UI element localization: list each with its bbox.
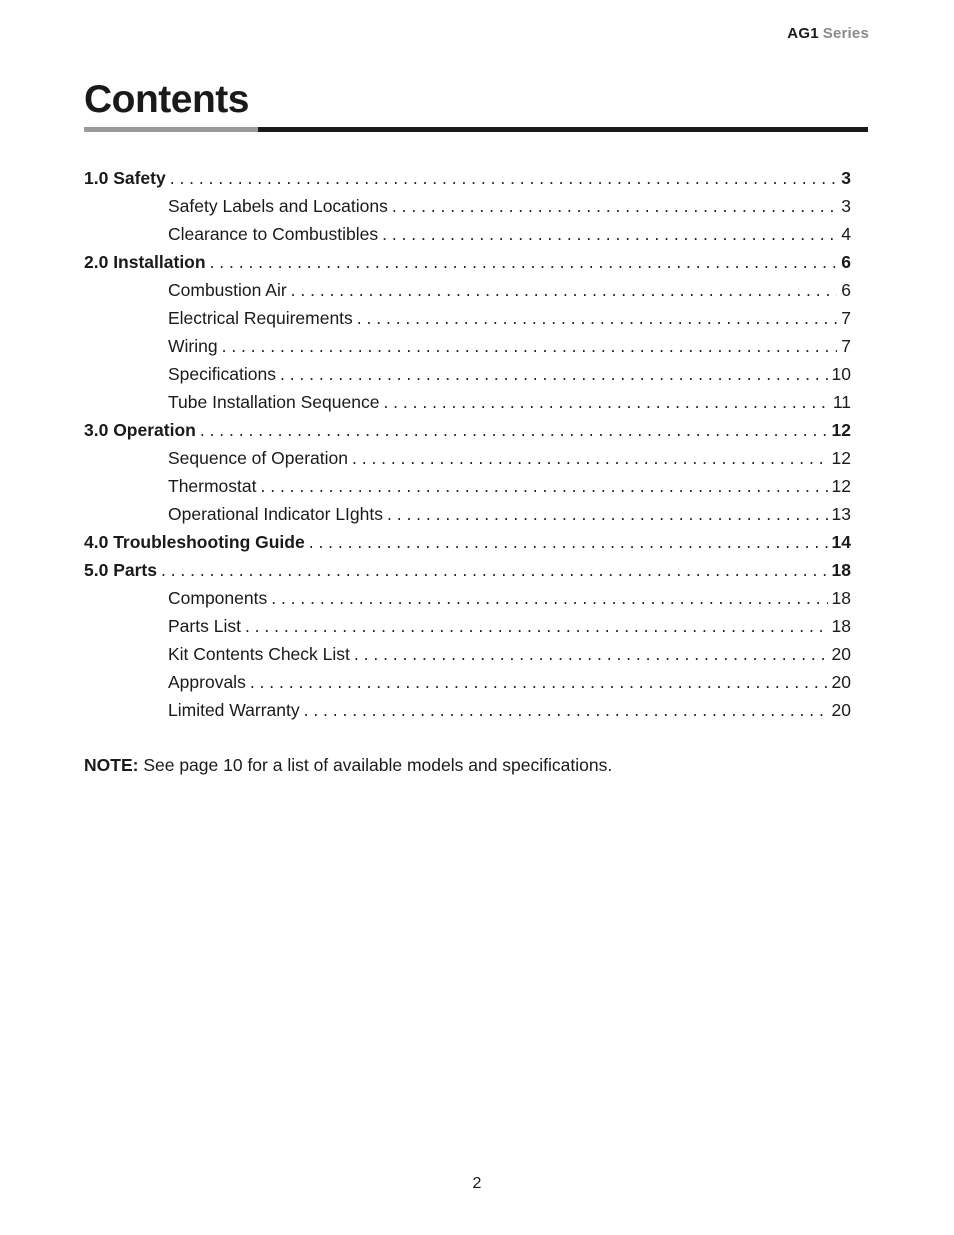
toc-entry[interactable] <box>84 332 851 360</box>
toc-entry-page: 20 <box>831 644 851 664</box>
dot-leader <box>271 584 827 612</box>
toc-entry-page: 10 <box>831 364 851 384</box>
dot-leader <box>261 472 828 500</box>
toc-entry-label: Clearance to Combustibles <box>168 224 379 244</box>
toc-entry-label: Specifications <box>168 364 276 384</box>
toc-entry[interactable] <box>84 164 851 192</box>
note-text: See page 10 for a list of available models and specifications. <box>143 755 613 775</box>
toc-entry-label: 4.0 Troubleshooting Guide <box>84 532 305 552</box>
dot-leader <box>357 304 837 332</box>
toc-entry-label: Thermostat <box>168 476 257 496</box>
toc-entry[interactable] <box>84 528 851 556</box>
toc-entry-page: 12 <box>831 420 851 440</box>
toc-entry-page: 18 <box>831 560 851 580</box>
toc-entry-page: 4 <box>841 224 851 244</box>
title-rule <box>84 127 868 132</box>
toc-entry[interactable] <box>84 388 851 416</box>
toc-entry-label: Wiring <box>168 336 218 356</box>
toc-entry[interactable] <box>84 416 851 444</box>
toc-entry-page: 12 <box>831 448 851 468</box>
toc-entry[interactable] <box>84 248 851 276</box>
toc-entry[interactable] <box>84 696 851 724</box>
toc-entry-label: Kit Contents Check List <box>168 644 350 664</box>
toc-entry-label: Approvals <box>168 672 246 692</box>
table-of-contents <box>84 164 851 724</box>
toc-entry-label: Components <box>168 588 268 608</box>
toc-entry[interactable] <box>84 192 851 220</box>
series-word: Series <box>822 25 869 42</box>
toc-entry-label: 1.0 Safety <box>84 168 166 188</box>
series-header <box>787 25 869 42</box>
toc-entry-page: 18 <box>831 588 851 608</box>
toc-entry-label: 3.0 Operation <box>84 420 196 440</box>
toc-entry[interactable] <box>84 668 851 696</box>
dot-leader <box>383 388 828 416</box>
note-label: NOTE: <box>84 755 139 775</box>
toc-entry-page: 7 <box>841 308 851 328</box>
toc-entry-page: 6 <box>841 252 851 272</box>
toc-entry[interactable] <box>84 220 851 248</box>
toc-entry-page: 3 <box>841 168 851 188</box>
toc-entry[interactable] <box>84 304 851 332</box>
dot-leader <box>309 528 828 556</box>
toc-entry-label: Sequence of Operation <box>168 448 348 468</box>
dot-leader <box>382 220 837 248</box>
dot-leader <box>210 248 838 276</box>
note <box>84 755 612 776</box>
toc-entry-page: 11 <box>832 392 851 412</box>
dot-leader <box>291 276 838 304</box>
toc-entry-label: Operational Indicator LIghts <box>168 504 383 524</box>
toc-entry[interactable] <box>84 584 851 612</box>
title-rule-gray-segment <box>84 127 258 132</box>
toc-entry-label: Limited Warranty <box>168 700 300 720</box>
toc-entry-label: Combustion Air <box>168 280 287 300</box>
dot-leader <box>250 668 828 696</box>
toc-entry-page: 20 <box>831 672 851 692</box>
toc-entry[interactable] <box>84 640 851 668</box>
toc-entry-page: 3 <box>841 196 851 216</box>
toc-entry[interactable] <box>84 444 851 472</box>
toc-entry-page: 13 <box>831 504 851 524</box>
toc-entry-page: 20 <box>831 700 851 720</box>
toc-entry-label: Electrical Requirements <box>168 308 353 328</box>
toc-entry-label: Safety Labels and Locations <box>168 196 388 216</box>
dot-leader <box>280 360 828 388</box>
dot-leader <box>245 612 828 640</box>
toc-entry-label: 2.0 Installation <box>84 252 206 272</box>
toc-entry[interactable] <box>84 472 851 500</box>
toc-entry-label: Parts List <box>168 616 241 636</box>
toc-entry-page: 14 <box>831 532 851 552</box>
dot-leader <box>200 416 828 444</box>
toc-entry-label: 5.0 Parts <box>84 560 157 580</box>
dot-leader <box>304 696 828 724</box>
dot-leader <box>387 500 828 528</box>
dot-leader <box>352 444 828 472</box>
page-title: Contents <box>84 78 249 121</box>
model-name: AG1 <box>787 25 819 42</box>
dot-leader <box>392 192 837 220</box>
dot-leader <box>222 332 838 360</box>
page-number: 2 <box>472 1175 482 1192</box>
toc-entry-page: 6 <box>841 280 851 300</box>
toc-entry[interactable] <box>84 500 851 528</box>
dot-leader <box>170 164 838 192</box>
toc-entry-page: 7 <box>841 336 851 356</box>
dot-leader <box>161 556 828 584</box>
toc-entry-label: Tube Installation Sequence <box>168 392 380 412</box>
toc-entry-page: 12 <box>831 476 851 496</box>
toc-entry[interactable] <box>84 556 851 584</box>
toc-entry-page: 18 <box>831 616 851 636</box>
toc-entry[interactable] <box>84 276 851 304</box>
title-rule-black-segment <box>258 127 868 132</box>
toc-entry[interactable] <box>84 360 851 388</box>
dot-leader <box>354 640 828 668</box>
toc-entry[interactable] <box>84 612 851 640</box>
